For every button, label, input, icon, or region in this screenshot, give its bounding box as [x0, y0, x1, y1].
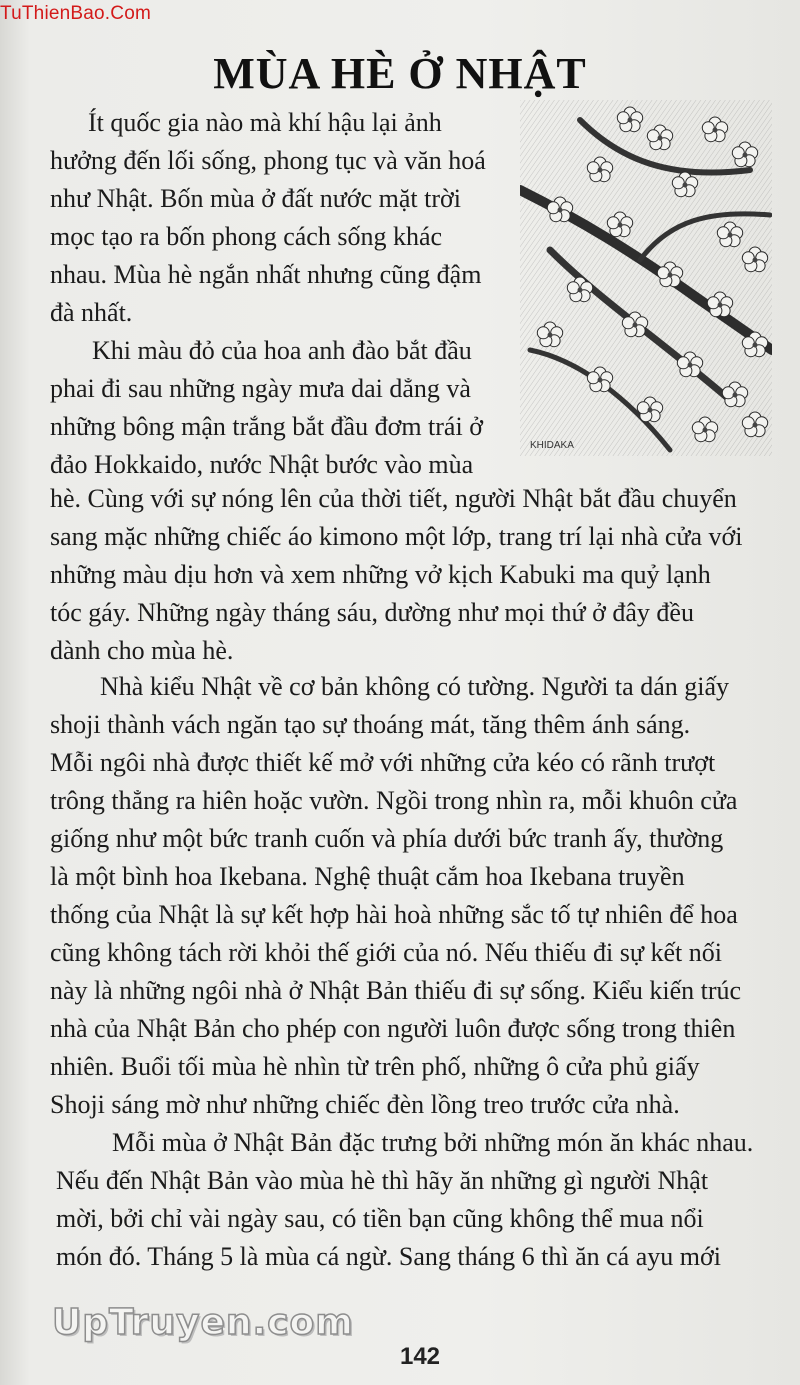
text-line: đảo Hokkaido, nước Nhật bước vào mùa — [50, 450, 474, 479]
text-line: shoji thành vách ngăn tạo sự thoáng mát, tăng thêm ánh sáng. — [50, 710, 691, 739]
site-watermark-top[interactable]: TuThienBao.Com — [0, 3, 151, 24]
text-line: như Nhật. Bốn mùa ở đất nước mặt trời — [50, 184, 461, 213]
cherry-blossom-illustration — [520, 100, 772, 456]
text-line: Shoji sáng mờ như những chiếc đèn lồng treo trước cửa nhà. — [50, 1090, 680, 1119]
text-line: những màu dịu hơn và xem những vở kịch Kabuki ma quỷ lạnh — [50, 560, 711, 589]
text-line: Mỗi mùa ở Nhật Bản đặc trưng bởi những món ăn khác nhau. — [112, 1128, 754, 1157]
text-line: Nhà kiểu Nhật về cơ bản không có tường. Người ta dán giấy — [100, 672, 730, 701]
text-line: món đó. Tháng 5 là mùa cá ngừ. Sang tháng 6 thì ăn cá ayu mới — [56, 1242, 721, 1271]
text-line: nhiên. Buổi tối mùa hè nhìn từ trên phố, những ô cửa phủ giấy — [50, 1052, 700, 1081]
chapter-title: MÙA HÈ Ở NHẬT — [213, 49, 587, 98]
text-line: tóc gáy. Những ngày tháng sáu, dường như mọi thứ ở đây đều — [50, 598, 694, 627]
text-line: là một bình hoa Ikebana. Nghệ thuật cắm hoa Ikebana truyền — [50, 862, 685, 891]
text-line: cũng không tách rời khỏi thế giới của nó. Nếu thiếu đi sự kết nối — [50, 938, 722, 967]
text-line: Ít quốc gia nào mà khí hậu lại ảnh — [88, 108, 442, 137]
text-line: giống như một bức tranh cuốn và phía dưới bức tranh ấy, thường — [50, 824, 724, 853]
text-line: Nếu đến Nhật Bản vào mùa hè thì hãy ăn những gì người Nhật — [56, 1166, 709, 1195]
text-line: mời, bởi chỉ vài ngày sau, có tiền bạn cũng không thể mua nổi — [56, 1204, 704, 1233]
page-number: 142 — [399, 1343, 441, 1370]
text-line: phai đi sau những ngày mưa dai dẳng và — [50, 374, 471, 403]
text-line: sang mặc những chiếc áo kimono một lớp, trang trí lại nhà cửa với — [50, 522, 743, 551]
text-line: mọc tạo ra bốn phong cách sống khác — [50, 222, 443, 251]
text-line: này là những ngôi nhà ở Nhật Bản thiếu đi sự sống. Kiểu kiến trúc — [50, 976, 742, 1005]
text-line: những bông mận trắng bắt đầu đơm trái ở — [50, 412, 483, 441]
text-line: dành cho mùa hè. — [50, 636, 234, 665]
text-line: nhà của Nhật Bản cho phép con người luôn được sống trong thiên — [50, 1014, 736, 1043]
illustration-credit: KHIDAKA — [530, 440, 574, 451]
text-line: đà nhất. — [50, 298, 133, 327]
text-line: trông thẳng ra hiên hoặc vườn. Ngồi trong nhìn ra, mỗi khuôn cửa — [50, 786, 738, 815]
text-line: thống của Nhật là sự kết hợp hài hoà những sắc tố tự nhiên để hoa — [50, 900, 738, 929]
text-line: hưởng đến lối sống, phong tục và văn hoá — [50, 146, 486, 175]
text-line: nhau. Mùa hè ngắn nhất nhưng cũng đậm — [50, 260, 482, 289]
text-line: hè. Cùng với sự nóng lên của thời tiết, người Nhật bắt đầu chuyển — [50, 484, 737, 513]
text-line: Khi màu đỏ của hoa anh đào bắt đầu — [92, 336, 472, 365]
site-watermark-bottom[interactable]: UpTruyen.com — [52, 1302, 354, 1343]
text-line: Mỗi ngôi nhà được thiết kế mở với những cửa kéo có rãnh trượt — [50, 748, 716, 777]
